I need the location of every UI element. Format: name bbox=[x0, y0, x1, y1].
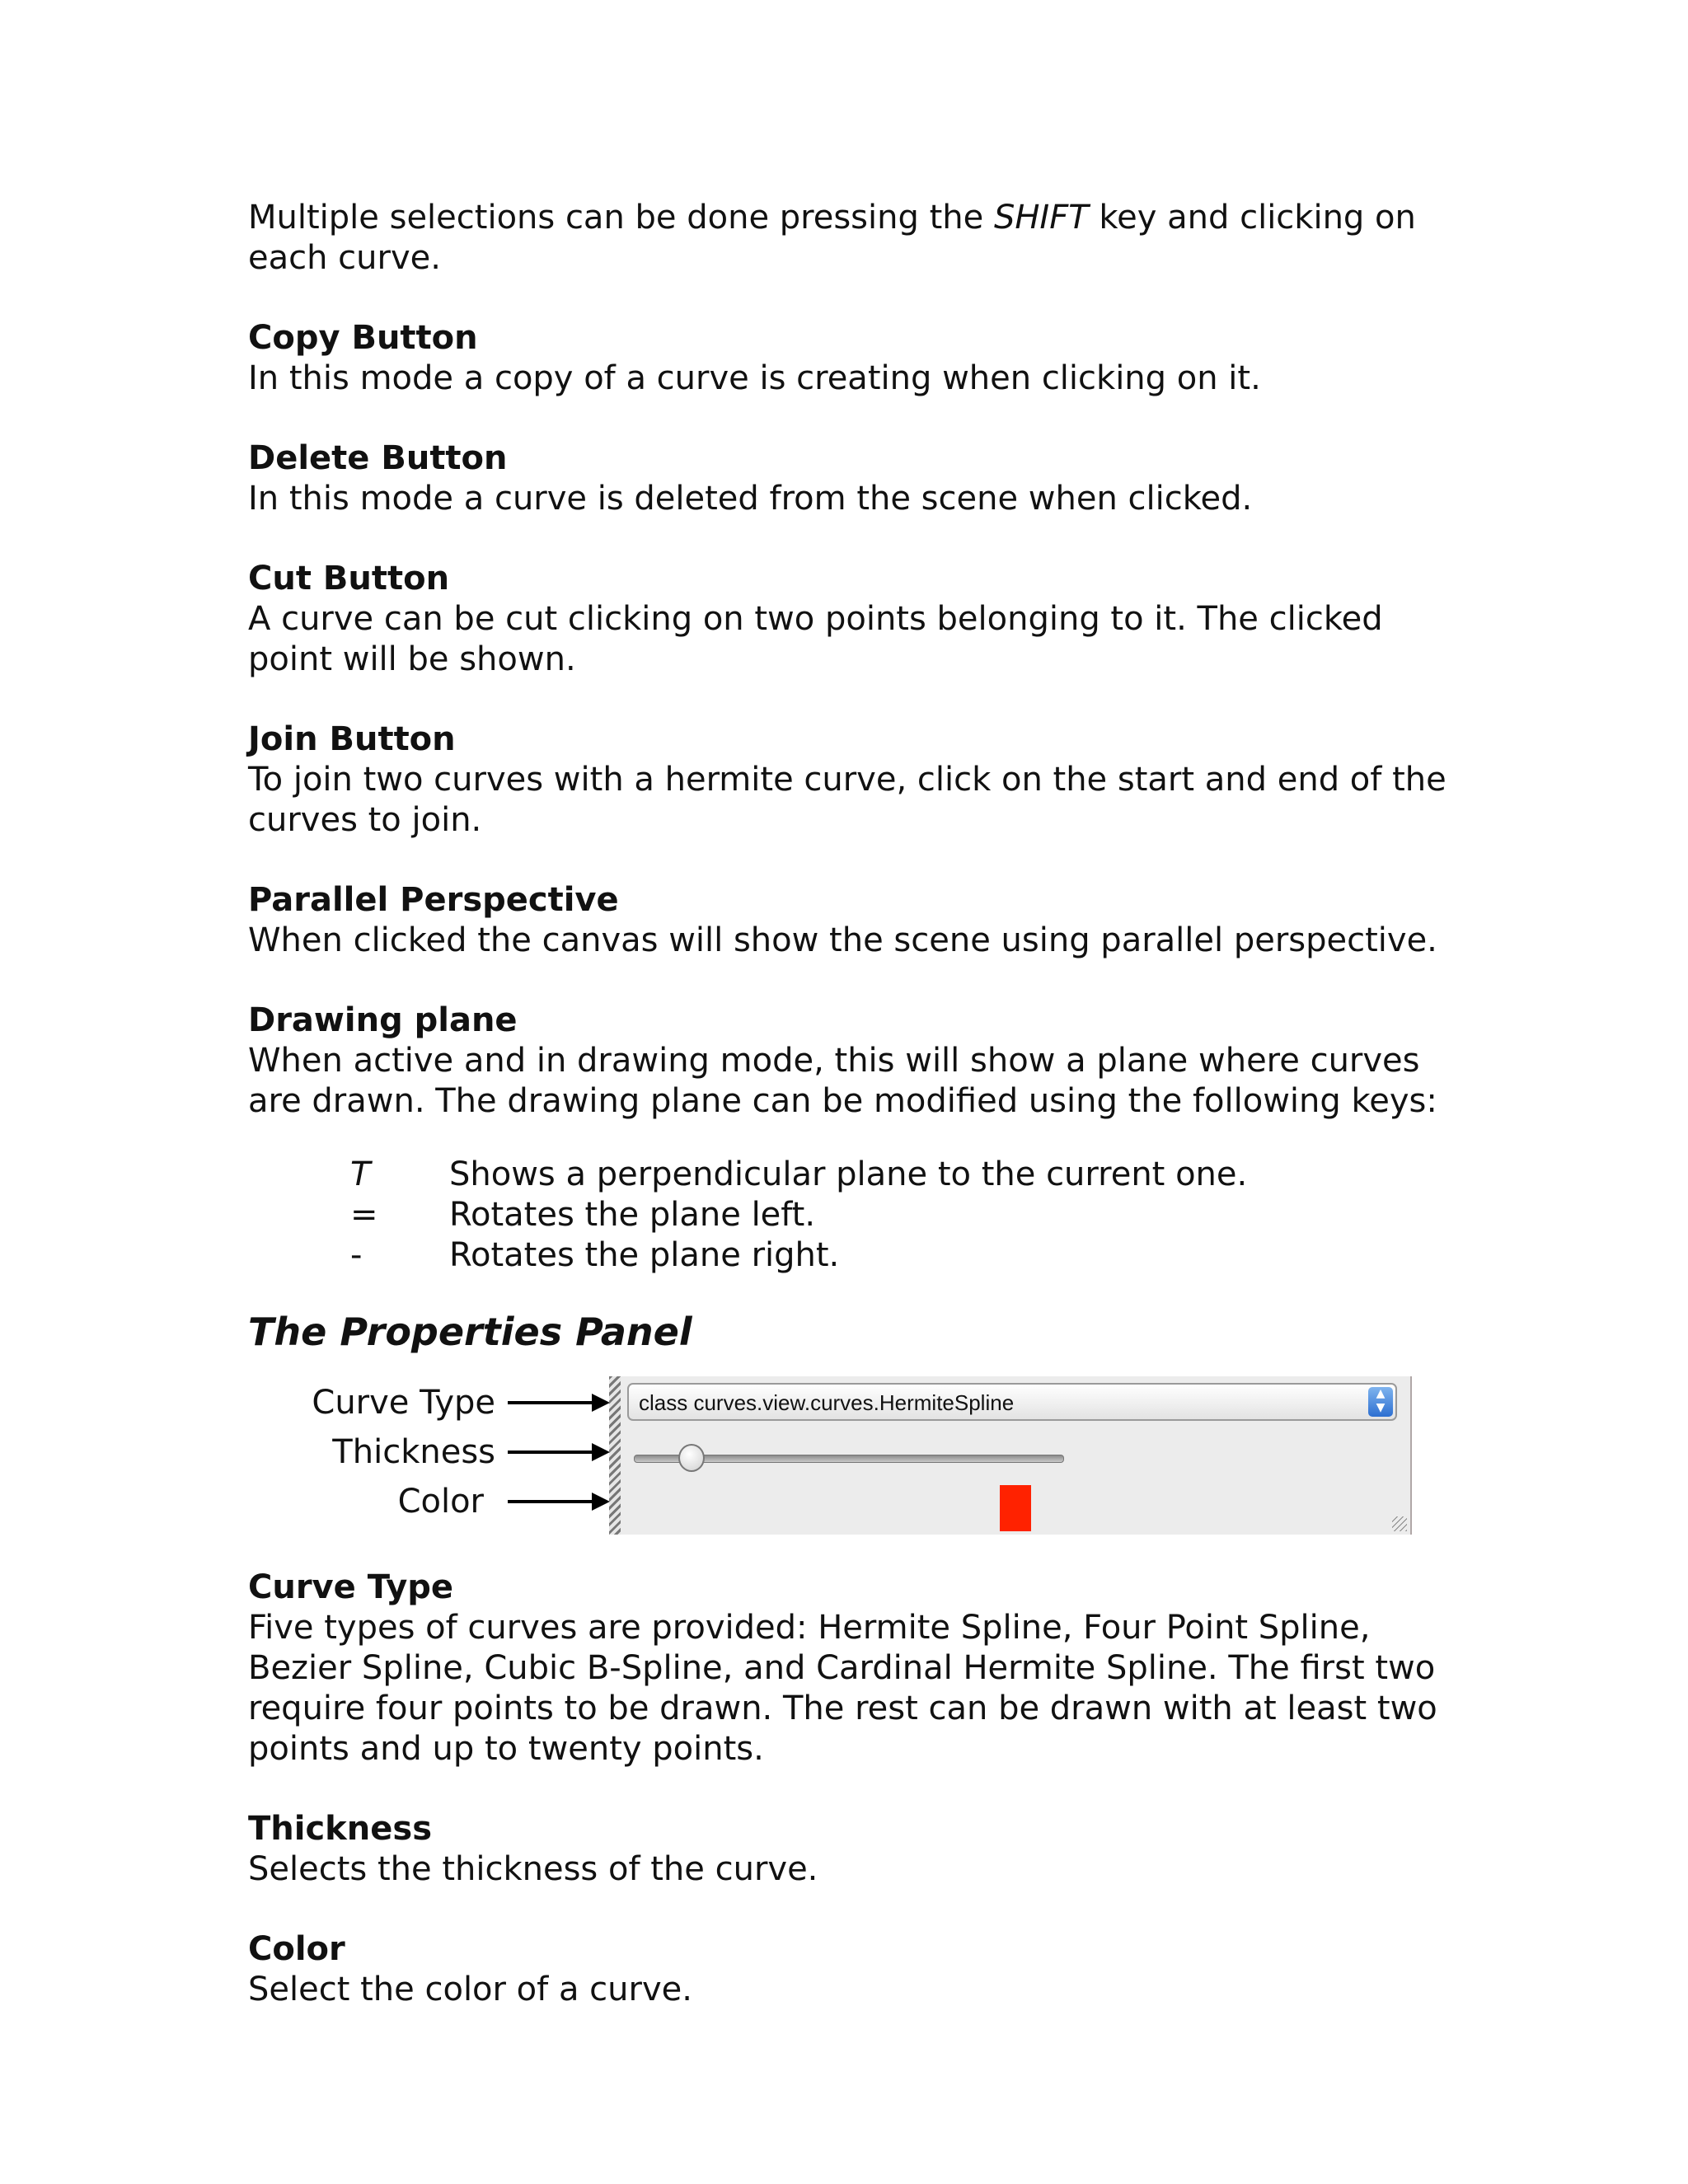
shift-key-text: SHIFT bbox=[993, 199, 1089, 237]
detail-heading: Curve Type bbox=[248, 1568, 454, 1606]
section-body: In this mode a copy of a curve is creating when clicking on it. bbox=[248, 359, 1261, 397]
arrow-icon bbox=[508, 1500, 607, 1503]
section-heading: Copy Button bbox=[248, 319, 478, 357]
properties-panel-title: The Properties Panel bbox=[248, 1310, 692, 1354]
section-heading: Drawing plane bbox=[248, 1001, 518, 1039]
section-heading: Cut Button bbox=[248, 560, 450, 598]
detail-body: Five types of curves are provided: Hermite Spline, Four Point Spline, Bezier Spline, Cubic B-Spline, and Cardinal Hermite Spline. The first two require four points to be drawn. The rest can be drawn with at least two points and up to twenty points. bbox=[248, 1609, 1437, 1768]
arrow-icon bbox=[508, 1401, 607, 1404]
section-cut bbox=[248, 559, 1451, 680]
section-parallel-perspective bbox=[248, 880, 1451, 961]
detail-thickness bbox=[248, 1809, 1451, 1890]
document-page bbox=[248, 198, 1451, 2050]
section-body: When active and in drawing mode, this will show a plane where curves are drawn. The drawing plane can be modified using the following keys: bbox=[248, 1042, 1437, 1120]
thickness-label: Thickness bbox=[332, 1433, 495, 1471]
arrow-icon bbox=[508, 1451, 607, 1454]
detail-heading: Color bbox=[248, 1930, 345, 1968]
key-description: Rotates the plane right. bbox=[449, 1236, 840, 1274]
detail-body: Select the color of a curve. bbox=[248, 1971, 692, 2008]
section-heading: Parallel Perspective bbox=[248, 881, 619, 919]
key-row bbox=[347, 1195, 1451, 1235]
section-copy bbox=[248, 318, 1451, 399]
section-delete bbox=[248, 438, 1451, 519]
key-list bbox=[347, 1155, 1451, 1276]
detail-curve-type bbox=[248, 1568, 1451, 1769]
key-symbol: T bbox=[350, 1155, 371, 1193]
intro-text-end: key and clicking on each curve. bbox=[248, 199, 1416, 277]
properties-panel bbox=[609, 1376, 1412, 1535]
key-description: Rotates the plane left. bbox=[449, 1196, 816, 1234]
section-body: A curve can be cut clicking on two points belonging to it. The clicked point will be shown. bbox=[248, 600, 1383, 678]
drag-grip[interactable] bbox=[609, 1376, 621, 1535]
curve-type-label: Curve Type bbox=[312, 1384, 495, 1422]
color-swatch[interactable] bbox=[1000, 1485, 1031, 1531]
key-symbol: - bbox=[350, 1236, 363, 1274]
curve-type-select[interactable] bbox=[627, 1383, 1397, 1421]
key-row bbox=[347, 1235, 1451, 1276]
section-body: When clicked the canvas will show the scene using parallel perspective. bbox=[248, 921, 1437, 959]
intro-text: Multiple selections can be done pressing the bbox=[248, 199, 994, 237]
key-description: Shows a perpendicular plane to the current one. bbox=[449, 1155, 1248, 1193]
section-drawing-plane bbox=[248, 1001, 1451, 1122]
intro-paragraph bbox=[248, 198, 1451, 279]
color-label: Color bbox=[397, 1483, 484, 1521]
section-body: To join two curves with a hermite curve, click on the start and end of the curves to join. bbox=[248, 761, 1447, 839]
up-down-arrows-icon[interactable]: ▲ ▼ bbox=[1368, 1387, 1393, 1417]
section-heading: Join Button bbox=[248, 720, 456, 758]
properties-panel-figure bbox=[248, 1376, 1451, 1538]
resize-handle-icon[interactable] bbox=[1392, 1516, 1407, 1531]
key-row bbox=[347, 1155, 1451, 1195]
detail-heading: Thickness bbox=[248, 1810, 433, 1848]
thickness-slider-thumb[interactable] bbox=[678, 1444, 705, 1472]
section-heading: Delete Button bbox=[248, 439, 508, 477]
key-symbol: = bbox=[350, 1196, 378, 1234]
section-body: In this mode a curve is deleted from the scene when clicked. bbox=[248, 480, 1253, 518]
section-join bbox=[248, 719, 1451, 841]
curve-type-value: class curves.view.curves.HermiteSpline bbox=[639, 1390, 1015, 1415]
detail-color bbox=[248, 1929, 1451, 2010]
detail-body: Selects the thickness of the curve. bbox=[248, 1850, 818, 1888]
